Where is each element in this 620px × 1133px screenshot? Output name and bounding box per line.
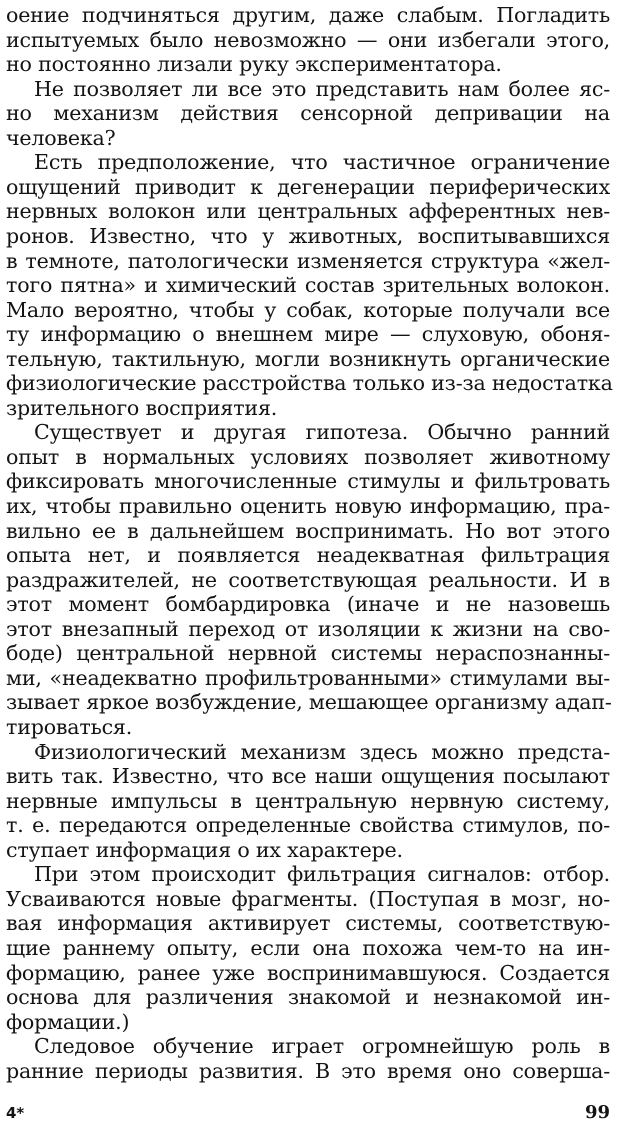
text-line: этот момент бомбардировка (иначе и не назовешь: [6, 592, 610, 617]
text-line: нервных волокон или центральных афферентных нев-: [6, 199, 610, 224]
text-line: ранние периоды развития. В это время оно соверша-: [6, 1058, 610, 1083]
text-line: ми, «неадекватно профильтрованными» стимулами вы-: [6, 665, 610, 690]
text-line: При этом происходит фильтрация сигналов: отбор.: [34, 862, 610, 887]
text-line: формацию, ранее уже воспринимавшуюся. Создается: [6, 960, 610, 985]
text-line: щие раннему опыту, если она похожа чем-то на ин-: [6, 935, 610, 960]
text-line: Физиологический механизм здесь можно предста-: [34, 739, 610, 764]
page-number: 99: [584, 1102, 610, 1123]
text-line: Следовое обучение играет огромнейшую роль в: [34, 1034, 610, 1059]
text-line: того пятна» и химический состав зрительных волокон.: [6, 273, 610, 298]
text-line: Усваиваются новые фрагменты. (Поступая в мозг, но-: [6, 886, 610, 911]
text-line: опыт в нормальных условиях позволяет животному: [6, 444, 610, 469]
text-line: вильно ее в дальнейшем воспринимать. Но вот этого: [6, 518, 610, 543]
text-line: человека?: [6, 125, 116, 150]
text-line: Не позволяет ли все это представить нам более яс-: [34, 76, 610, 101]
text-line: нервные импульсы в центральную нервную систему,: [6, 788, 610, 813]
text-line: тельную, тактильную, могли возникнуть органические: [6, 346, 610, 371]
text-line: основа для различения знакомой и незнакомой ин-: [6, 985, 610, 1009]
text-line: ронов. Известно, что у животных, воспитывавшихся: [6, 224, 610, 248]
text-line: ту информацию о внешнем мире — слуховую, обоня-: [6, 322, 610, 347]
text-line: формации.): [6, 1009, 130, 1034]
text-line: испытуемых было невозможно — они избегали этого,: [6, 27, 610, 52]
text-line: но постоянно лизали руку экспериментатора.: [6, 52, 502, 77]
text-line: т. е. передаются определенные свойства стимулов, по-: [6, 813, 610, 838]
text-line: опыта нет, и появляется неадекватная фильтрация: [6, 543, 610, 568]
printer-signature-mark: 4*: [6, 1104, 25, 1122]
text-line: Мало вероятно, чтобы у собак, которые получали все: [6, 297, 610, 322]
text-line: зрительного восприятия.: [6, 395, 278, 420]
text-line: их, чтобы правильно оценить новую информацию, пра-: [6, 494, 610, 518]
text-line: этот внезапный переход от изоляции к жизни на сво-: [6, 616, 610, 641]
text-line: физиологические расстройства только из-за недостатка: [6, 371, 613, 396]
text-line: но механизм действия сенсорной депривации на: [6, 101, 610, 126]
text-line: боде) центральной нервной системы нераспознанны-: [6, 641, 610, 666]
text-line: Существует и другая гипотеза. Обычно ранний: [34, 420, 610, 445]
text-line: зывает яркое возбуждение, мешающее организму адап-: [6, 690, 612, 715]
text-line: раздражителей, не соответствующая реальности. И в: [6, 567, 610, 592]
text-line: вая информация активирует системы, соответствую-: [6, 911, 610, 936]
text-line: оение подчиняться другим, даже слабым. Погладить: [6, 3, 610, 27]
text-line: тироваться.: [6, 715, 133, 739]
text-line: вить так. Известно, что все наши ощущения посылают: [6, 764, 610, 789]
text-line: ощущений приводит к дегенерации периферических: [6, 174, 610, 199]
text-line: ступает информация о их характере.: [6, 837, 403, 862]
text-line: Есть предположение, что частичное ограничение: [34, 150, 610, 175]
text-line: в темноте, патологически изменяется структура «жел-: [6, 248, 610, 273]
text-line: фиксировать многочисленные стимулы и фильтровать: [6, 469, 610, 494]
